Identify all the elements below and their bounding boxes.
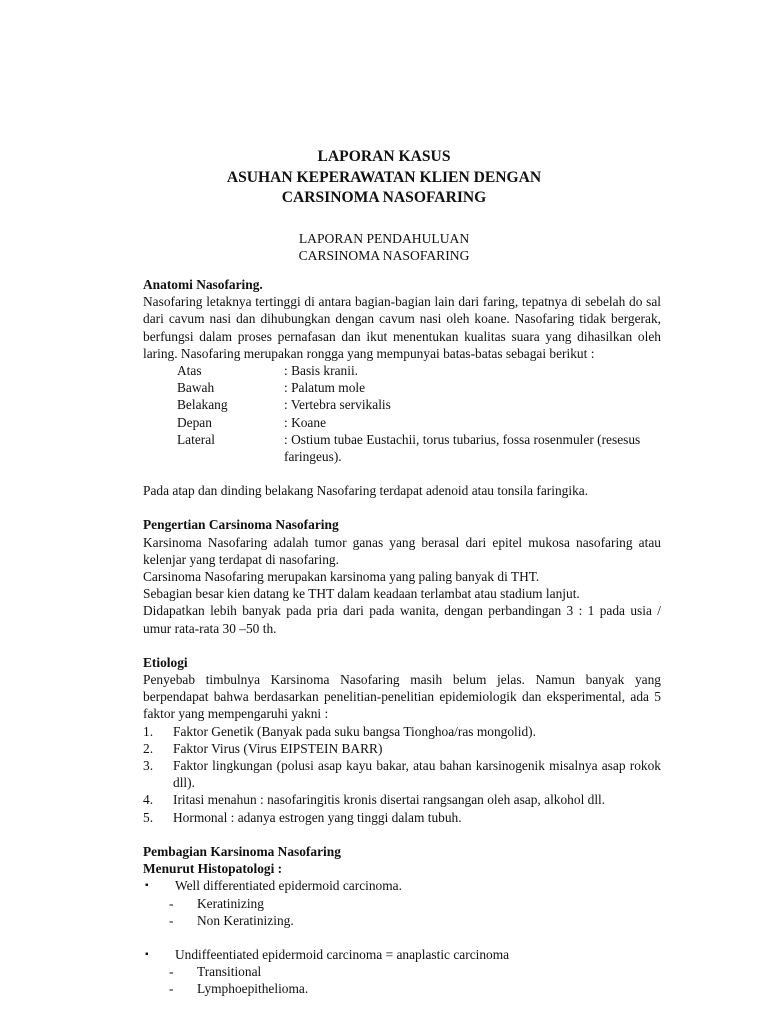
dash-item [143, 895, 661, 912]
border-row [143, 414, 661, 431]
factor-list [143, 723, 661, 826]
list-number: 3. [143, 758, 154, 774]
dash-text: Transitional [197, 964, 262, 980]
list-item [143, 757, 661, 791]
subtitle-line-1: LAPORAN PENDAHULUAN [298, 230, 470, 246]
list-item [143, 791, 661, 808]
list-text: Faktor Genetik (Banyak pada suku bangsa Tionghoa/ras mongolid). [173, 723, 536, 739]
pengertian-paragraph-1: Karsinoma Nasofaring adalah tumor ganas yang berasal dari epitel mukosa nasofaring atau kelenjar yang terdapat di nasofaring. [143, 534, 661, 567]
square-bullet-icon: ▪ [145, 948, 149, 960]
list-number: 5. [143, 809, 154, 825]
list-text: Faktor Virus (Virus EIPSTEIN BARR) [173, 740, 383, 756]
border-list [143, 362, 661, 465]
list-item [143, 809, 661, 826]
document-body [143, 276, 661, 998]
border-label: Atas [177, 363, 202, 379]
pengertian-paragraph-4: Didapatkan lebih banyak pada pria dari pada wanita, dengan perbandingan 3 : 1 pada usia / umur rata-rata 30 –50 th. [143, 603, 661, 636]
section-heading-pembagian: Pembagian Karsinoma Nasofaring [143, 843, 341, 859]
subtitle-line-2: CARSINOMA NASOFARING [298, 248, 470, 263]
dash-marker: - [169, 912, 174, 928]
section-heading-anatomi: Anatomi Nasofaring. [143, 277, 263, 292]
border-value: : Palatum mole [284, 380, 366, 396]
list-item [143, 740, 661, 757]
square-bullet-icon: ▪ [145, 880, 149, 892]
border-value: : Koane [284, 414, 327, 430]
border-row [143, 362, 661, 379]
dash-text: Lymphoepithelioma. [197, 981, 309, 997]
pengertian-paragraph-2: Carsinoma Nasofaring merupakan karsinoma yang paling banyak di THT. [143, 569, 540, 585]
dash-marker: - [169, 981, 174, 997]
border-label: Bawah [177, 380, 215, 396]
dash-marker: - [169, 895, 174, 911]
dash-text: Non Keratinizing. [197, 912, 294, 928]
border-value: : Vertebra servikalis [284, 397, 391, 413]
section-heading-pengertian: Pengertian Carsinoma Nasofaring [143, 517, 339, 533]
title-line-2: ASUHAN KEPERAWATAN KLIEN DENGAN [226, 168, 542, 186]
dash-text: Keratinizing [197, 895, 264, 911]
border-label: Depan [177, 414, 212, 430]
anatomi-paragraph: Nasofaring letaknya tertinggi di antara bagian-bagian lain dari faring, tepatnya di sebelah do sal dari cavum nasi dan dihubungkan dengan cavum nasi oleh koane. Nasofaring tidak bergerak, berfungsi dalam proses pernafasan dan ikut menentukan kualitas suara yang dihasilkan oleh laring. Nasofaring merupakan rongga yang mempunyai batas-batas sebagai berikut : [143, 294, 661, 361]
title-line-1: LAPORAN KASUS [317, 148, 451, 165]
list-text: Iritasi menahun : nasofaringitis kronis disertai rangsangan oleh asap, alkohol dll. [173, 792, 606, 808]
border-row [143, 431, 661, 465]
border-label: Lateral [177, 431, 215, 447]
list-number: 1. [143, 723, 154, 739]
subheading-histopatologi: Menurut Histopatologi : [143, 861, 283, 877]
anatomi-closing: Pada atap dan dinding belakang Nasofaring terdapat adenoid atau tonsila faringika. [143, 483, 589, 499]
bullet-text: Well differentiated epidermoid carcinoma. [175, 878, 402, 894]
bullet-text: Undiffeentiated epidermoid carcinoma = anaplastic carcinoma [175, 946, 510, 962]
dash-item [143, 963, 661, 980]
list-text: Faktor lingkungan (polusi asap kayu bakar, atau bahan karsinogenik misalnya asap rokok dll). [173, 758, 661, 791]
border-row [143, 379, 661, 396]
list-number: 4. [143, 792, 154, 808]
dash-item [143, 912, 661, 929]
etiologi-paragraph: Penyebab timbulnya Karsinoma Nasofaring masih belum jelas. Namun banyak yang berpendapat bahwa berdasarkan penelitian-penelitian epidemiologik dan eksperimental, ada 5 faktor yang mempengaruhi yakni : [143, 672, 661, 722]
title-block [0, 147, 768, 265]
dash-item [143, 980, 661, 997]
list-item [143, 723, 661, 740]
list-text: Hormonal : adanya estrogen yang tinggi dalam tubuh. [173, 809, 462, 825]
dash-marker: - [169, 964, 174, 980]
border-value: : Basis kranii. [284, 363, 359, 379]
border-row [143, 396, 661, 413]
bullet-item [143, 877, 661, 894]
pengertian-paragraph-3: Sebagian besar kien datang ke THT dalam keadaan terlambat atau stadium lanjut. [143, 586, 580, 602]
title-line-3: CARSINOMA NASOFARING [281, 189, 487, 206]
bullet-item [143, 946, 661, 963]
border-value: : Ostium tubae Eustachii, torus tubarius, fossa rosenmuler (resesus faringeus). [284, 431, 641, 465]
list-number: 2. [143, 740, 154, 756]
border-label: Belakang [177, 397, 228, 413]
section-heading-etiologi: Etiologi [143, 654, 188, 670]
